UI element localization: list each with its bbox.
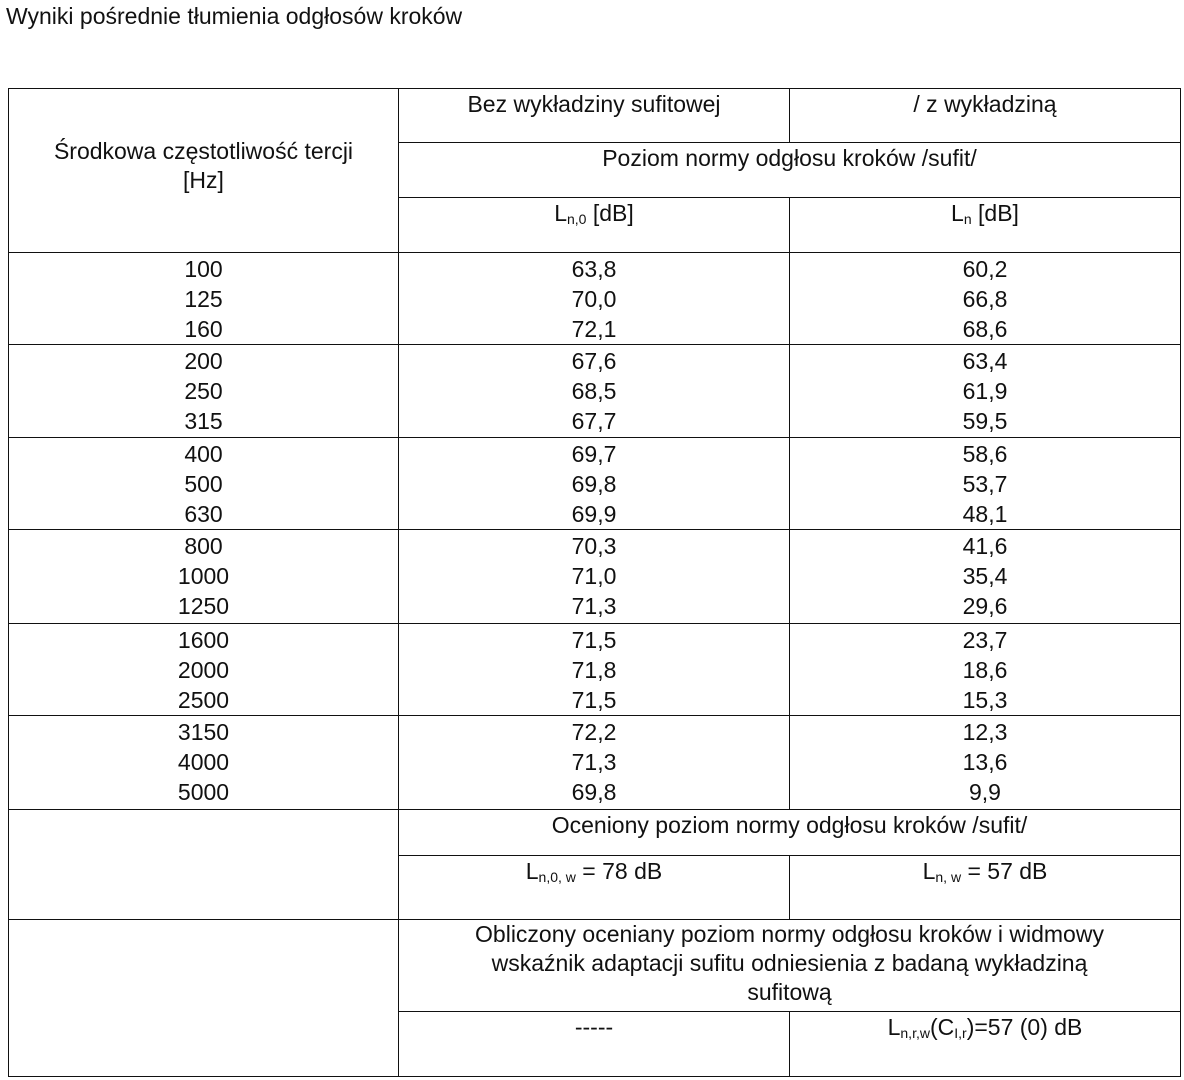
data-group-row xyxy=(9,438,1181,530)
value-cell-without: 71,5 71,8 71,5 xyxy=(399,624,790,716)
frequency-cell: 100 125 160 xyxy=(9,253,399,345)
value-cell-without: 70,3 71,0 71,3 xyxy=(399,530,790,624)
frequency-cell: 800 1000 1250 xyxy=(9,530,399,624)
column-header-without: Bez wykładziny sufitowej xyxy=(399,89,790,143)
value-cell-without: 72,2 71,3 69,8 xyxy=(399,716,790,810)
frequency-cell: 200 250 315 xyxy=(9,345,399,438)
rated-empty-cell xyxy=(9,810,399,920)
value-cell-with: 12,3 13,6 9,9 xyxy=(790,716,1181,810)
calculated-empty-cell xyxy=(9,920,399,1077)
calculated-value-without: ----- xyxy=(399,1012,790,1077)
rated-value-with: $L_{n, w} = 57$ dB xyxy=(790,856,1181,920)
calculated-caption-row xyxy=(9,920,1181,1012)
value-cell-without: 63,8 70,0 72,1 xyxy=(399,253,790,345)
value-cell-with: 60,2 66,8 68,6 xyxy=(790,253,1181,345)
calculated-caption: Obliczony oceniany poziom normy odgłosu kroków i widmowy wskaźnik adaptacji sufitu odniesienia z badaną wykładziną sufitową xyxy=(399,920,1181,1012)
data-group-row xyxy=(9,345,1181,438)
unit-header-with: $L_n$ [dB] xyxy=(790,198,1181,253)
document-title: Wyniki pośrednie tłumienia odgłosów kroków xyxy=(6,3,463,29)
value-cell-with: 41,6 35,4 29,6 xyxy=(790,530,1181,624)
unit-header-without: $L_{n,0}$ [dB] xyxy=(399,198,790,253)
frequency-cell: 1600 2000 2500 xyxy=(9,624,399,716)
data-group-row xyxy=(9,624,1181,716)
column-header-with: / z wykładziną xyxy=(790,89,1181,143)
rated-caption: Oceniony poziom normy odgłosu kroków /sufit/ xyxy=(399,810,1181,856)
value-cell-without: 67,6 68,5 67,7 xyxy=(399,345,790,438)
value-cell-with: 63,4 61,9 59,5 xyxy=(790,345,1181,438)
impact-sound-table xyxy=(8,88,1181,1077)
data-group-row xyxy=(9,716,1181,810)
frequency-cell: 3150 4000 5000 xyxy=(9,716,399,810)
frequency-header-line2: [Hz] xyxy=(183,166,224,193)
header-row-columns xyxy=(9,89,1181,143)
frequency-header xyxy=(9,89,399,253)
rated-caption-row xyxy=(9,810,1181,856)
data-group-row xyxy=(9,530,1181,624)
data-group-row xyxy=(9,253,1181,345)
value-cell-with: 23,7 18,6 15,3 xyxy=(790,624,1181,716)
frequency-cell: 400 500 630 xyxy=(9,438,399,530)
value-cell-without: 69,7 69,8 69,9 xyxy=(399,438,790,530)
frequency-header-line1: Środkowa częstotliwość tercji xyxy=(53,137,354,164)
calculated-value-with: $L_{n,r,w}(C_{I,r})=57$ (0) dB xyxy=(790,1012,1181,1077)
value-cell-with: 58,6 53,7 48,1 xyxy=(790,438,1181,530)
rated-value-without: $L_{n,0, w} = 78$ dB xyxy=(399,856,790,920)
level-caption: Poziom normy odgłosu kroków /sufit/ xyxy=(399,143,1181,198)
